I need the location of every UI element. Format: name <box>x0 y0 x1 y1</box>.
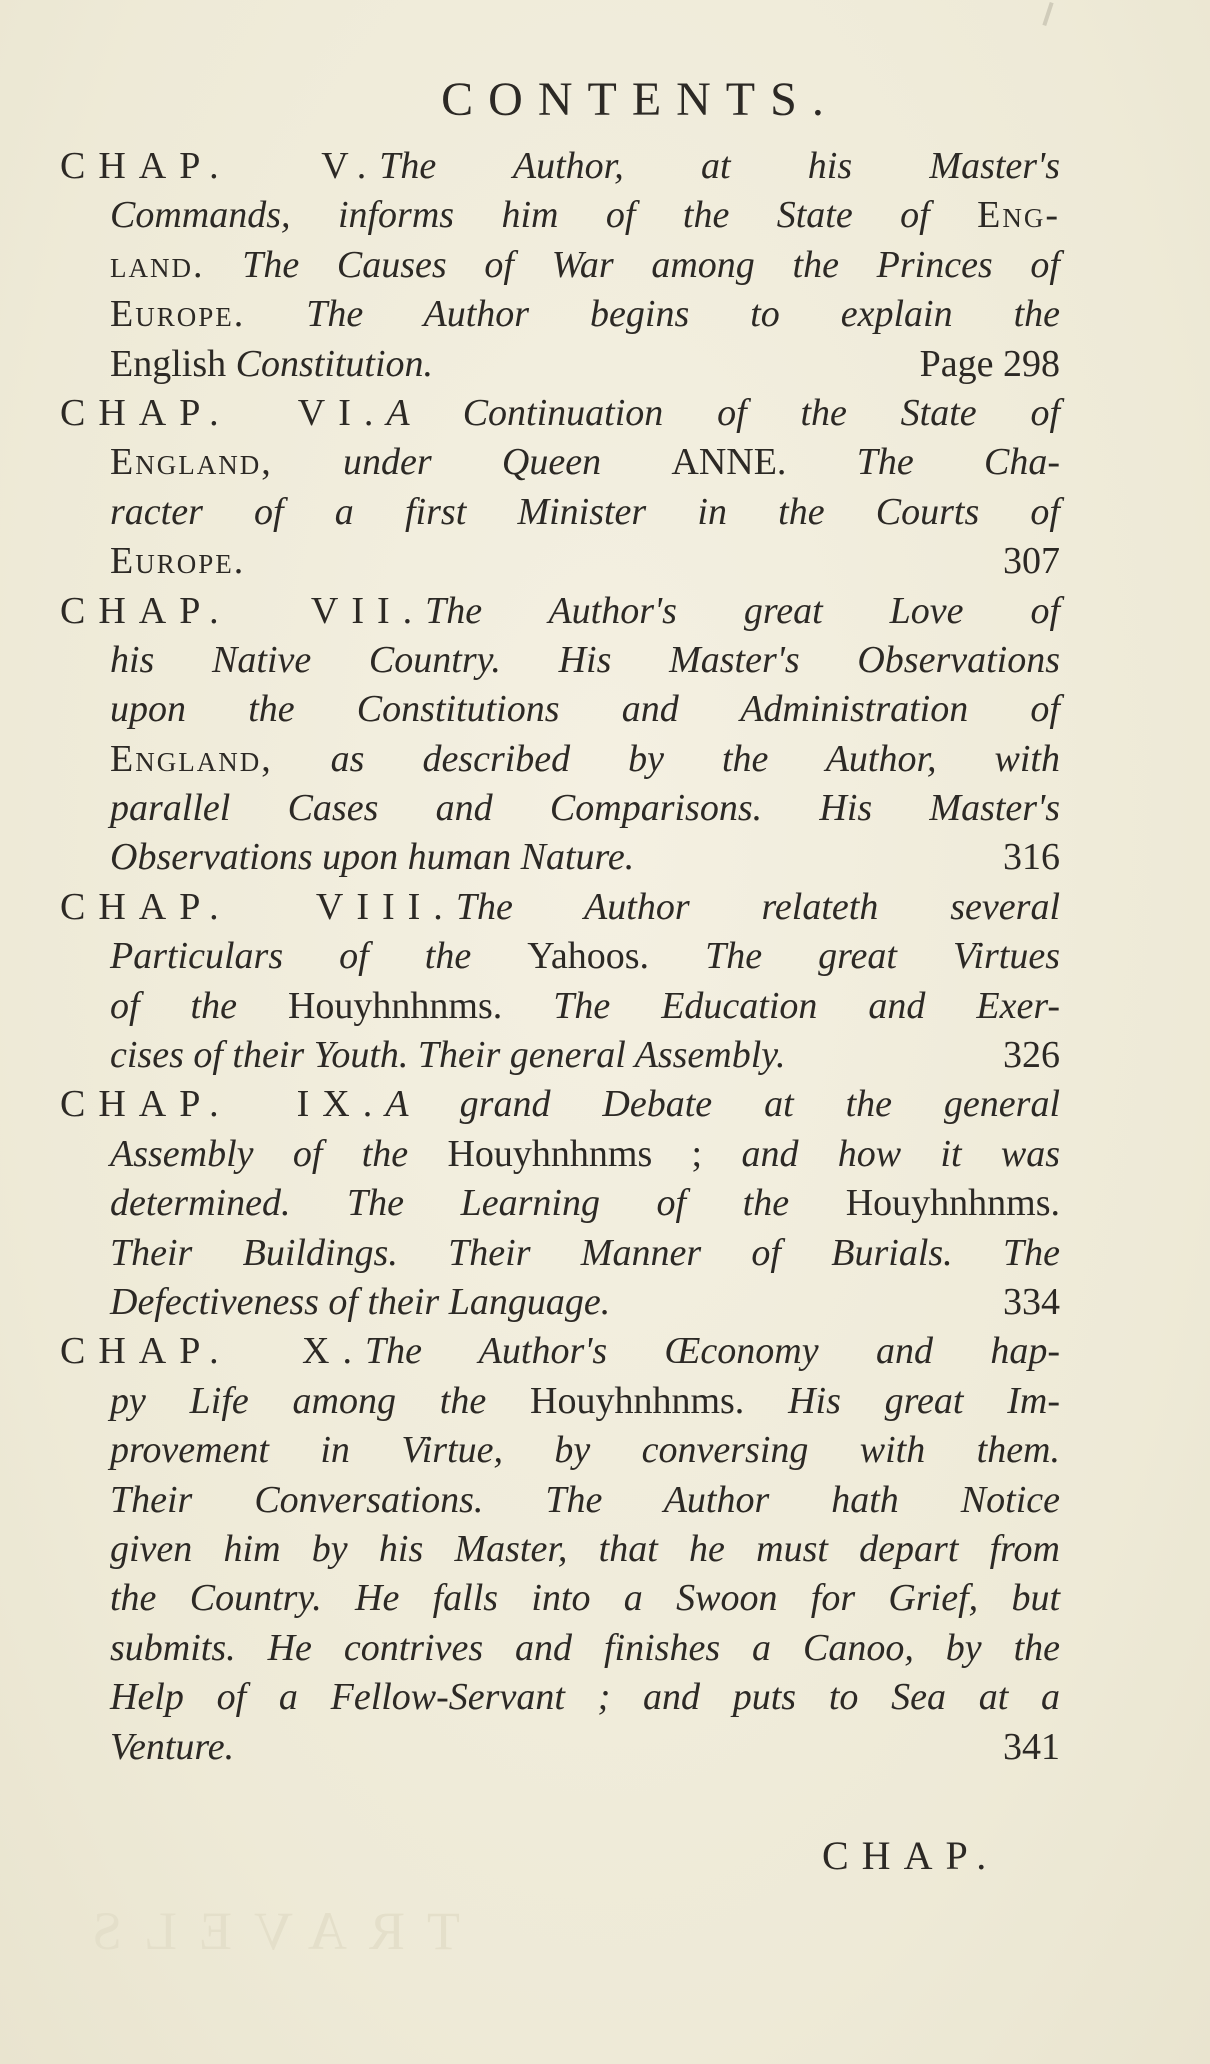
line-fragment: py Life among the <box>110 1379 530 1422</box>
line-fragment: under Queen <box>272 441 672 484</box>
contents-line <box>60 340 1060 389</box>
contents-line <box>60 438 1060 487</box>
contents-line <box>60 1574 1060 1623</box>
line-fragment: of the <box>110 984 288 1027</box>
line-text <box>110 241 1060 290</box>
line-fragment: Observations upon human Nature. <box>110 836 635 879</box>
line-text <box>110 1476 1060 1525</box>
page-number: Page 298 <box>919 342 1060 385</box>
line-fragment: Their Buildings. Their Manner of Burials. The <box>110 1231 1060 1274</box>
line-fragment: ANNE. <box>671 441 787 484</box>
line-text <box>60 389 1060 438</box>
line-fragment: his Native Country. His Master's Observations <box>110 638 1060 681</box>
line-fragment: Constitution. <box>235 342 434 385</box>
line-fragment: The Education and Exer- <box>502 984 1060 1027</box>
contents-line <box>60 142 1060 191</box>
line-text <box>110 1278 610 1327</box>
line-text <box>110 685 1060 734</box>
page-number: 341 <box>1003 1725 1060 1768</box>
line-text <box>110 1723 234 1772</box>
line-fragment: the Country. He falls into a Swoon for Grief, but <box>110 1577 1060 1620</box>
line-fragment: given him by his Master, that he must depart from <box>110 1527 1060 1570</box>
contents-line <box>60 833 1060 882</box>
contents-line <box>60 784 1060 833</box>
contents-entry <box>60 1327 1060 1772</box>
line-fragment: Defectiveness of their Language. <box>110 1280 611 1323</box>
chapter-number: CHAP. IX. <box>60 1083 386 1126</box>
line-fragment: The Author, at his Master's <box>379 145 1060 187</box>
contents-line <box>60 1278 1060 1327</box>
contents-line <box>60 191 1060 240</box>
contents-entry <box>60 883 1060 1081</box>
line-text <box>110 982 1060 1031</box>
line-fragment: as described by the Author, with <box>272 737 1060 780</box>
line-fragment: The Author relateth several <box>455 885 1060 928</box>
line-fragment: Houyhnhnms. <box>287 984 503 1027</box>
contents-line <box>60 1673 1060 1722</box>
line-fragment: provement in Virtue, by conversing with them. <box>110 1429 1060 1472</box>
page-number: 326 <box>1003 1034 1060 1077</box>
bleed-through-text: TRAVELS <box>70 1901 461 1961</box>
line-fragment: Help of a Fellow-Servant ; and puts to Sea at a <box>110 1676 1060 1719</box>
line-text <box>60 883 1060 932</box>
contents-line <box>60 1624 1060 1673</box>
page-number: 334 <box>1003 1280 1060 1323</box>
contents-line <box>60 488 1060 537</box>
contents-line <box>60 685 1060 734</box>
contents-line <box>60 1426 1060 1475</box>
contents-line <box>60 636 1060 685</box>
contents-line <box>60 1179 1060 1228</box>
line-fragment: The Cha- <box>786 441 1060 484</box>
catchword: CHAP. <box>822 1833 1000 1878</box>
line-text <box>110 932 1060 981</box>
line-text <box>110 735 1060 784</box>
contents-line <box>60 389 1060 438</box>
line-fragment: A grand Debate at the general <box>385 1083 1061 1126</box>
line-fragment: Houyhnhnms. <box>845 1182 1060 1225</box>
page-mark <box>1042 2 1053 26</box>
line-text <box>110 191 1060 240</box>
line-fragment: racter of a first Minister in the Courts of <box>110 490 1060 533</box>
line-text <box>110 1130 1060 1179</box>
line-text <box>110 438 1060 487</box>
line-text <box>110 636 1060 685</box>
contents-line <box>60 537 1060 586</box>
contents-line <box>60 883 1060 932</box>
contents-line <box>60 735 1060 784</box>
contents-entry <box>60 142 1060 389</box>
line-text <box>110 1525 1060 1574</box>
line-text <box>110 1031 786 1080</box>
line-text <box>60 587 1060 636</box>
line-fragment: The Author begins to explain the <box>245 293 1060 336</box>
contents-line <box>60 1723 1060 1772</box>
line-fragment: cises of their Youth. Their general Assembly. <box>110 1034 786 1077</box>
line-text <box>60 142 1060 191</box>
line-text <box>110 1673 1060 1722</box>
line-text <box>110 340 433 389</box>
page-title: CONTENTS. <box>441 73 839 126</box>
line-fragment: submits. He contrives and finishes a Canoo, by the <box>110 1626 1060 1669</box>
contents-line <box>60 982 1060 1031</box>
line-fragment: A Continuation of the State of <box>386 391 1061 434</box>
line-fragment: The great Virtues <box>649 935 1060 978</box>
chapter-number: CHAP. VII. <box>60 589 426 632</box>
contents-line <box>60 932 1060 981</box>
line-fragment: English <box>110 342 236 385</box>
line-fragment: Yahoos. <box>527 935 650 978</box>
contents-line <box>60 1080 1060 1129</box>
chapter-number: CHAP. V. <box>60 145 380 187</box>
contents-line <box>60 1327 1060 1376</box>
line-fragment: Eng- <box>977 194 1060 237</box>
contents-line <box>60 241 1060 290</box>
contents-line <box>60 1229 1060 1278</box>
line-text <box>110 488 1060 537</box>
contents-line <box>60 1031 1060 1080</box>
line-fragment: Europe. <box>110 293 246 336</box>
line-fragment: The Author's Œconomy and hap- <box>364 1330 1060 1373</box>
line-text <box>110 833 634 882</box>
line-fragment: Their Conversations. The Author hath Notice <box>110 1478 1060 1521</box>
line-text <box>110 784 1060 833</box>
line-fragment: The Author's great Love of <box>425 589 1060 632</box>
line-text <box>110 1377 1060 1426</box>
line-fragment: Assembly of the <box>110 1132 448 1175</box>
table-of-contents <box>60 142 1060 1772</box>
line-fragment: land. <box>110 243 205 286</box>
contents-line <box>60 290 1060 339</box>
line-fragment: Particulars of the <box>110 935 528 978</box>
line-fragment: and how it was <box>702 1132 1060 1175</box>
line-text <box>110 1179 1060 1228</box>
line-fragment: Houyhnhnms. <box>530 1379 745 1422</box>
line-text <box>110 1426 1060 1475</box>
line-text <box>60 1327 1060 1376</box>
line-text <box>110 1574 1060 1623</box>
line-text <box>110 1624 1060 1673</box>
line-fragment: His great Im- <box>744 1379 1060 1422</box>
page-number: 316 <box>1003 836 1060 879</box>
line-text <box>110 290 1060 339</box>
contents-line <box>60 1377 1060 1426</box>
contents-line <box>60 1476 1060 1525</box>
line-fragment: England, <box>110 441 273 484</box>
line-text <box>110 1229 1060 1278</box>
contents-entry <box>60 389 1060 587</box>
contents-entry <box>60 1080 1060 1327</box>
contents-entry <box>60 587 1060 883</box>
line-fragment: Europe. <box>110 540 246 583</box>
line-fragment: Commands, informs him of the State of <box>110 194 978 237</box>
contents-line <box>60 587 1060 636</box>
line-fragment: England, <box>110 737 273 780</box>
line-fragment: Venture. <box>110 1725 235 1768</box>
line-fragment: Houyhnhnms ; <box>447 1132 703 1175</box>
chapter-number: CHAP. VIII. <box>60 885 456 928</box>
line-fragment: parallel Cases and Comparisons. His Master's <box>110 787 1060 830</box>
line-fragment: upon the Constitutions and Administration of <box>110 688 1060 731</box>
line-text <box>110 537 245 586</box>
contents-line <box>60 1130 1060 1179</box>
line-fragment: determined. The Learning of the <box>110 1182 846 1225</box>
chapter-number: CHAP. X. <box>60 1330 365 1373</box>
line-text <box>60 1080 1060 1129</box>
chapter-number: CHAP. VI. <box>60 391 387 434</box>
line-fragment: The Causes of War among the Princes of <box>204 243 1060 286</box>
contents-line <box>60 1525 1060 1574</box>
page-number: 307 <box>1003 540 1060 583</box>
